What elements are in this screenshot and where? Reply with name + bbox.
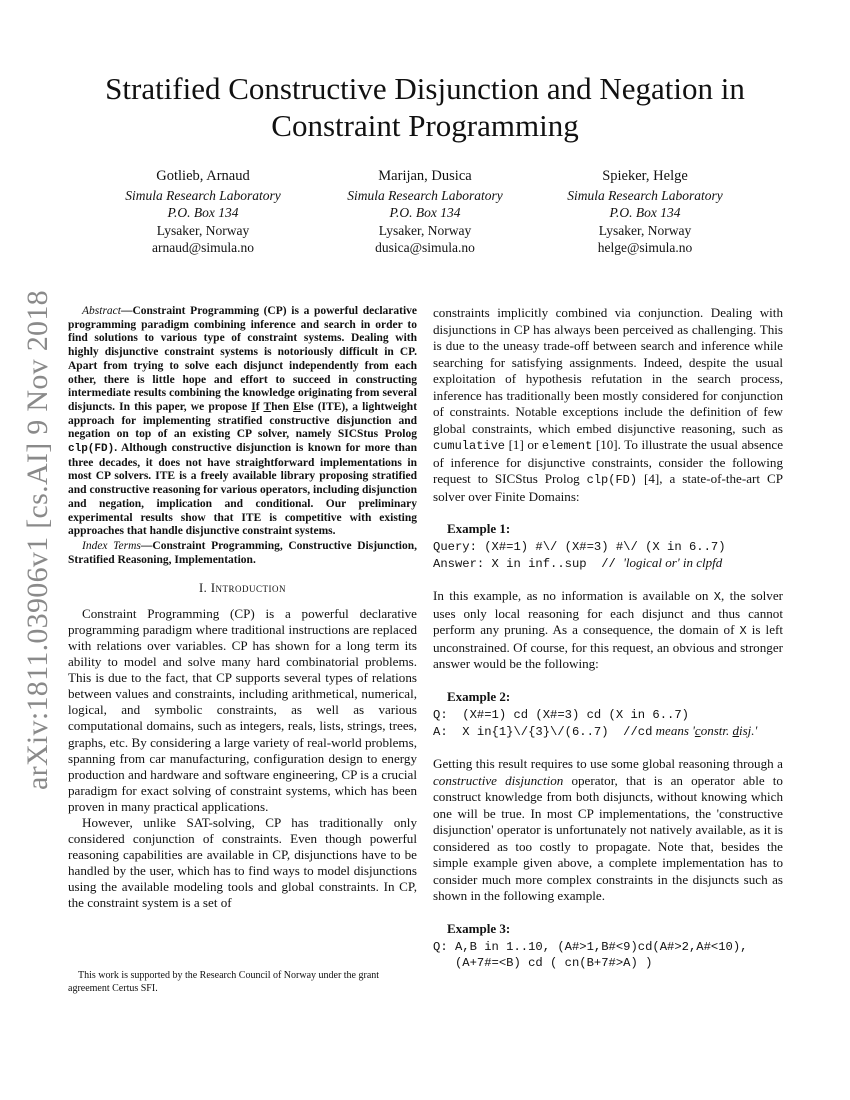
example-2-answer: [433, 723, 783, 740]
left-column: [68, 305, 417, 912]
abstract: [68, 305, 417, 539]
ite-f: f: [255, 400, 264, 413]
example-1-query: Query: (X#=1) #\/ (X#=3) #\/ (X in 6..7): [433, 540, 726, 555]
example-2: [433, 689, 783, 740]
author-name: Gotlieb, Arnaud: [156, 168, 250, 184]
cumulative-constraint: cumulative: [433, 439, 506, 453]
author-city: Lysaker, Norway: [156, 222, 250, 238]
right-p1-text-c: [4], a state-of-the-art CP solver over Finite Domains:: [433, 471, 783, 504]
right-paragraph-2: [433, 588, 783, 673]
example-3-line-2: (A+7#=<B) cd ( cn(B+7#>A) ): [433, 956, 653, 971]
right-p3-text-b: operator, that is an operator able to construct knowledge from both disjuncts, without knowing which one will be true. In most CP implementations, the 'constructive disjunction' operator is unfortunately not natively available, as it is considered as too costly to propagate. Note that, besides the simple example given above, a complete implementation has to consider much more complex constraints in the disjuncts such as shown in the following example.: [433, 772, 783, 904]
example-1-comment: 'logical or' in clpfd: [623, 555, 723, 571]
example-3-line-1: Q: A,B in 1..10, (A#>1,B#<9)cd(A#>2,A#<10),: [433, 940, 748, 955]
right-clpfd: clp(FD): [586, 473, 638, 487]
author-email: arnaud@simula.no: [151, 240, 255, 255]
var-x-2: X: [739, 624, 747, 639]
paper-title-line-2: Constraint Programming: [271, 108, 579, 143]
example-2-comment-c: c: [694, 723, 701, 739]
author-city: Lysaker, Norway: [378, 222, 472, 238]
example-2-title: Example 2:: [447, 688, 511, 704]
author-block-3: [540, 168, 750, 257]
author-email: helge@simula.no: [597, 240, 693, 255]
example-2-comment-onstr: onstr.: [700, 723, 733, 739]
author-city: Lysaker, Norway: [598, 222, 692, 238]
example-1: [433, 521, 783, 572]
example-2-answer-code: A: X in{1}\/{3}\/(6..7) //cd: [433, 725, 653, 740]
example-1-answer: [433, 555, 783, 572]
right-p1-text-a: constraints implicitly combined via conjunction. Dealing with disjunctions in CP has always been perceived as challenging. This is due to the uneasy trade-off between search and inference while searching for satisfying assignments. Indeed, despite the usual exploitation of hypothesis refutation in the search process, inference has traditionally been mostly considered for conjunction of constraints. Notable exceptions include the definition of few global constraints, which embed disjunctive reasoning, such as: [433, 305, 783, 436]
ite-lse: lse: [300, 400, 314, 413]
section-heading-introduction: I. Introduction: [198, 581, 287, 596]
author-block-1: [98, 168, 308, 257]
right-p2-text-c: is left unconstrained. Of course, for this request, an obvious and stronger answer would be the following:: [433, 622, 783, 672]
ite-t: T: [263, 400, 272, 413]
right-paragraph-3: [433, 756, 783, 905]
author-affiliation: Simula Research Laboratory: [347, 187, 503, 203]
constructive-disjunction-term: constructive disjunction: [433, 772, 564, 788]
author-po-box: P.O. Box 134: [609, 205, 681, 220]
footnote: This work is supported by the Research Council of Norway under the grant agreement Certus SFI.: [68, 970, 380, 994]
element-constraint: element: [541, 439, 593, 453]
right-p1-text-b: [10]. To illustrate the usual absence of inference for disjunctive constraints, consider the following request to SICStus Prolog: [433, 437, 784, 486]
paper-title-line-1: Stratified Constructive Disjunction and Negation in: [105, 71, 745, 106]
right-p1-ref1: [1] or: [505, 437, 542, 452]
ite-e: E: [293, 400, 301, 413]
right-paragraph-1: [433, 305, 783, 505]
index-terms: [68, 540, 417, 567]
abstract-text-1: —Constraint Programming (CP) is a powerful declarative programming paradigm combining inference and search in order to find solutions to various type of constraint systems. Dealing with highly disjunctive constraint systems is notoriously difficult in CP. Apart from trying to solve each disjunct independently from each other, there is little hope and effort to succeed in constructing intermediate results combining the knowledge originating from several disjuncts. In this paper, we propose: [68, 305, 417, 413]
author-affiliation: Simula Research Laboratory: [567, 187, 723, 203]
abstract-label: Abstract: [82, 305, 121, 317]
paper-title: [60, 70, 790, 144]
example-3-title: Example 3:: [447, 920, 511, 936]
example-3: [433, 921, 783, 971]
index-terms-label: Index Terms: [82, 539, 141, 552]
author-affiliation: Simula Research Laboratory: [125, 187, 281, 203]
author-name: Spieker, Helge: [602, 168, 688, 184]
right-p3-text-a: Getting this result requires to use some global reasoning through a: [433, 756, 783, 772]
author-block-2: [320, 168, 530, 257]
example-1-title: Example 1:: [447, 521, 511, 536]
abstract-text-3: . Although constructive disjunction is known for more than three decades, it does not have straightforward implementations in most CP solvers. ITE is a freely available library proposing stratified and constructive reasoning for various operators, including disjunction and negation, implication and conditional. Our preliminary experimental results show that ITE is competitive with existing approaches that handle disjunctive constraint systems.: [68, 442, 417, 538]
abstract-clpfd: clp(FD): [68, 443, 115, 456]
arxiv-identifier-text: arXiv:1811.03906v1 [cs.AI] 9 Nov 2018: [21, 290, 55, 790]
author-email: dusica@simula.no: [375, 240, 475, 255]
right-p2-text-b: , the solver uses only local reasoning for each disjunct and thus cannot perform any pruning. As a consequence, the domain of: [433, 588, 783, 638]
example-2-comment-d: d: [732, 723, 739, 739]
author-name: Marijan, Dusica: [378, 168, 472, 184]
intro-paragraph-1: Constraint Programming (CP) is a powerful declarative programming paradigm where traditional instructions are replaced with relations over variables. CP has shown for a long term its ability to model and solve many hard combinatorial problems. This is due to the fact, that CP supports several types of relations between values and constraints, including arithmetical, numerical, logical, and symbolic constraints, as well as various computational domains, such as integers, reals, lists, strings, trees, graphs, etc. By considering a large variety of real-world problems, spanning from car manufacturing, configuration design to energy production and hardware and software engineering, CP is a crucial paradigm for exact solving of constraint systems, which has been proven in many practical applications.: [68, 605, 417, 814]
author-po-box: P.O. Box 134: [389, 205, 461, 220]
right-column: [433, 305, 783, 971]
example-1-answer-code: Answer: X in inf..sup //: [433, 557, 624, 572]
author-po-box: P.O. Box 134: [167, 205, 239, 220]
abstract-text-2: (ITE), a lightweight approach for implementing stratified constructive disjunction and negation on top of an existing CP solver, namely SICStus Prolog: [68, 400, 418, 441]
intro-paragraph-2: However, unlike SAT-solving, CP has traditionally only considered conjunction of constraints. Even though powerful reasoning capabilities are available in CP, disjunctions have to be handled by the user, which has to find ways to model disjunctions using the available modeling tools and global constraints. In CP, the constraint system is a set of: [68, 814, 417, 911]
ite-i: I: [251, 400, 256, 413]
example-2-comment-end: .': [751, 723, 758, 739]
arxiv-identifier-stamp: [8, 290, 68, 790]
index-terms-text: —Constraint Programming, Constructive Disjunction, Stratified Reasoning, Implementation.: [68, 539, 417, 566]
example-2-comment-isj: isj: [739, 723, 752, 739]
example-2-comment-a: means ': [652, 723, 695, 739]
var-x-1: X: [713, 590, 721, 605]
example-2-query: Q: (X#=1) cd (X#=3) cd (X in 6..7): [433, 708, 689, 723]
ite-hen: hen: [271, 400, 294, 413]
right-p2-text-a: In this example, as no information is available on: [433, 588, 714, 604]
